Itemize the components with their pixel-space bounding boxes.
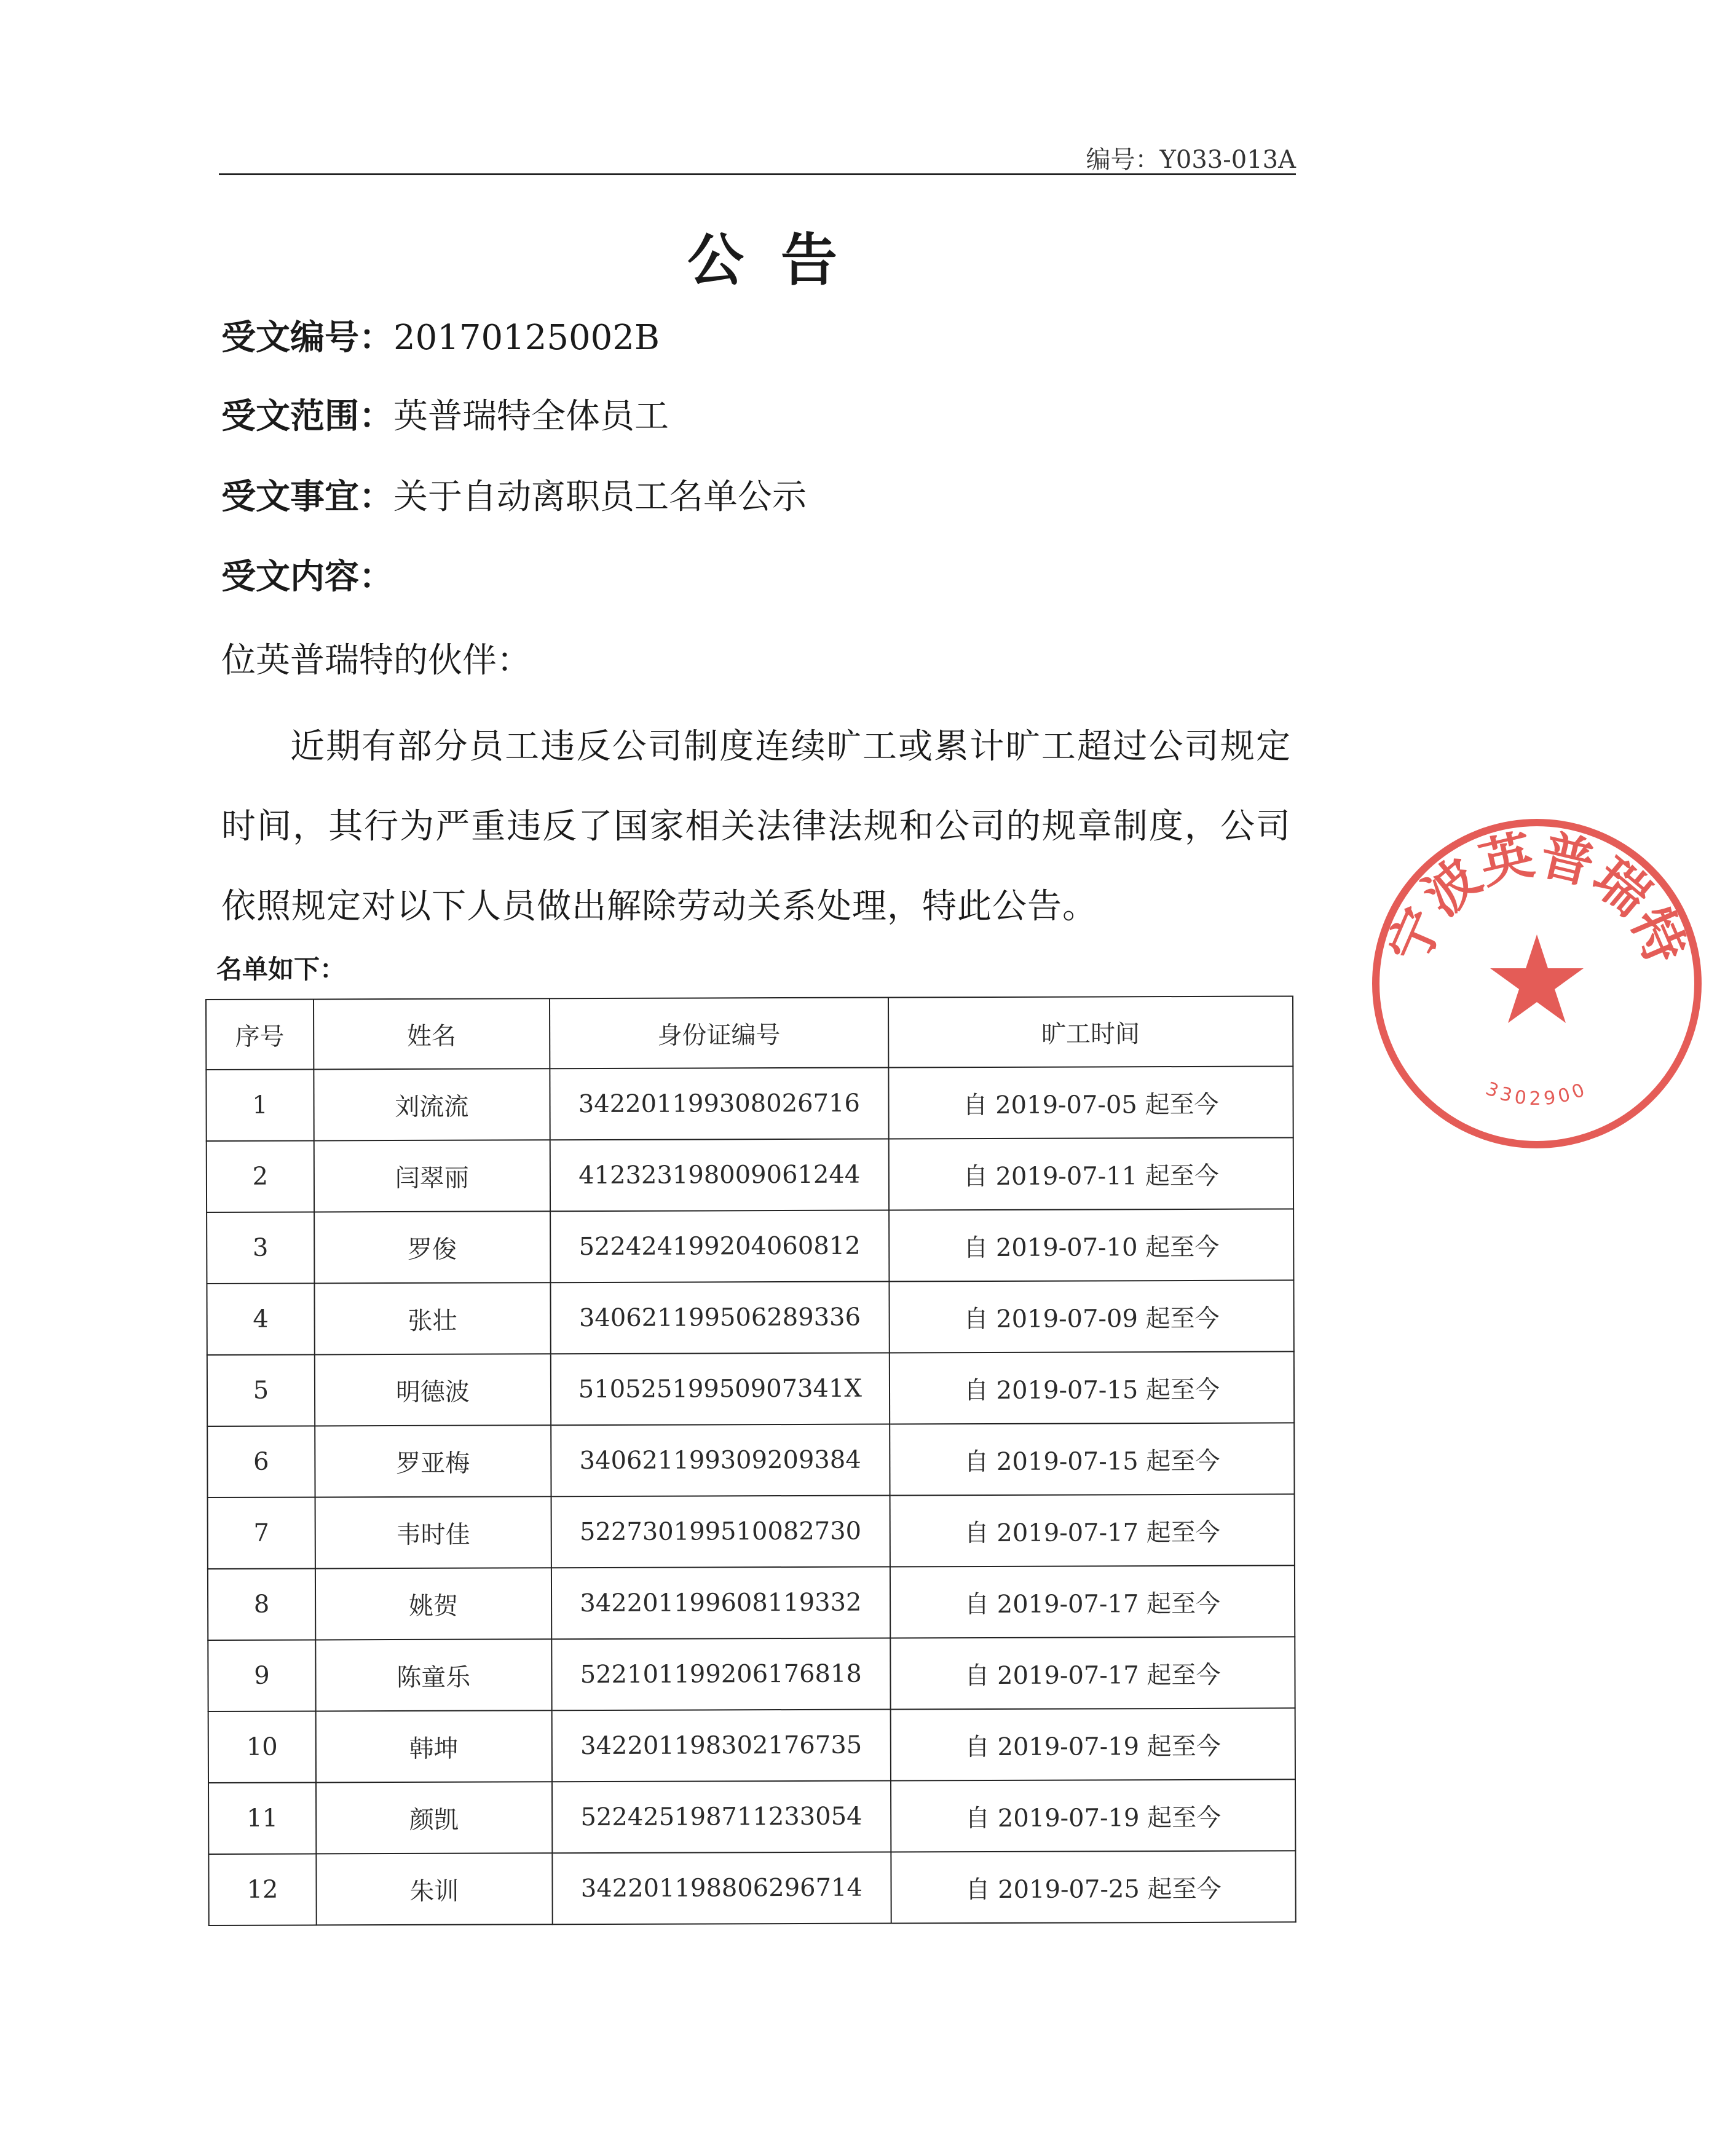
cell-number: 4 [207, 1283, 314, 1355]
cell-absence-time: 自 2019-07-17 起至今 [890, 1565, 1295, 1638]
page-title: 公告 [687, 227, 874, 293]
field-value: 关于自动离职员工名单公示 [393, 477, 807, 517]
cell-name: 颜凯 [316, 1782, 552, 1854]
table-row [208, 1850, 1295, 1925]
company-seal [1365, 811, 1709, 1156]
cell-id-number: 51052519950907341X [551, 1353, 890, 1426]
cell-number: 6 [207, 1426, 315, 1498]
cell-absence-time: 自 2019-07-25 起至今 [891, 1850, 1295, 1923]
table-row [207, 1280, 1293, 1355]
cell-id-number: 522424199204060812 [550, 1210, 890, 1283]
cell-id-number: 412323198009061244 [550, 1139, 889, 1212]
table-row [207, 1137, 1293, 1212]
field-label: 受文事宜： [221, 477, 393, 517]
cell-id-number: 522425198711233054 [552, 1781, 891, 1854]
cell-absence-time: 自 2019-07-11 起至今 [889, 1137, 1293, 1210]
table-row [208, 1494, 1295, 1569]
cell-number: 3 [207, 1212, 314, 1284]
cell-id-number: 342201199608119332 [551, 1567, 891, 1640]
field-value: 英普瑞特全体员工 [393, 397, 669, 436]
cell-name: 陈童乐 [315, 1639, 551, 1711]
cell-name: 罗俊 [314, 1211, 550, 1283]
cell-name: 闫翠丽 [314, 1140, 550, 1212]
field-value: 20170125002B [393, 318, 660, 358]
cell-name: 韩坤 [316, 1710, 552, 1782]
seal-code: 3302900 [1482, 1078, 1592, 1110]
list-heading: 名单如下： [216, 954, 346, 984]
cell-absence-time: 自 2019-07-15 起至今 [890, 1351, 1294, 1424]
cell-absence-time: 自 2019-07-15 起至今 [890, 1423, 1294, 1495]
field-subject [221, 470, 807, 519]
table-row [207, 1209, 1293, 1284]
employee-table [205, 995, 1297, 1926]
cell-number: 7 [208, 1497, 315, 1569]
field-label: 受文范围： [221, 397, 393, 436]
header-cell-number: 序号 [206, 999, 314, 1070]
cell-absence-time: 自 2019-07-09 起至今 [889, 1280, 1293, 1352]
cell-number: 10 [208, 1711, 316, 1783]
cell-name: 姚贺 [315, 1568, 551, 1640]
table-row [207, 1351, 1294, 1426]
header-cell-name: 姓名 [314, 998, 550, 1069]
cell-number: 1 [206, 1069, 314, 1141]
cell-absence-time: 自 2019-07-19 起至今 [891, 1708, 1295, 1780]
seal-star-icon [1490, 934, 1584, 1023]
field-label: 受文内容： [221, 557, 393, 597]
cell-name: 罗亚梅 [315, 1425, 551, 1497]
cell-name: 韦时佳 [315, 1496, 551, 1568]
cell-id-number: 522730199510082730 [551, 1496, 890, 1568]
table-row [208, 1637, 1295, 1712]
table-row [208, 1565, 1295, 1640]
cell-number: 9 [208, 1640, 315, 1712]
cell-name: 朱训 [316, 1853, 552, 1925]
cell-number: 12 [208, 1854, 316, 1925]
cell-id-number: 342201198302176735 [551, 1710, 891, 1782]
cell-number: 5 [207, 1354, 315, 1426]
cell-number: 2 [207, 1140, 314, 1212]
header-cell-id: 身份证编号 [550, 998, 889, 1069]
cell-id-number: 340621199506289336 [550, 1282, 890, 1354]
cell-absence-time: 自 2019-07-10 起至今 [889, 1209, 1293, 1281]
cell-absence-time: 自 2019-07-19 起至今 [891, 1779, 1295, 1852]
cell-id-number: 342201198806296714 [552, 1852, 891, 1925]
table-header-row [206, 996, 1293, 1070]
cell-id-number: 342201199308026716 [550, 1068, 889, 1140]
table-row [206, 1066, 1293, 1141]
field-scope [221, 389, 669, 438]
cell-id-number: 340621199309209384 [551, 1424, 890, 1497]
announcement-body: 近期有部分员工违反公司制度连续旷工或累计旷工超过公司规定时间，其行为严重违反了国家相关法律法规和公司的规章制度，公司依照规定对以下人员做出解除劳动关系处理，特此公告。 [221, 727, 1291, 926]
cell-absence-time: 自 2019-07-17 起至今 [890, 1637, 1295, 1709]
cell-name: 张壮 [314, 1282, 550, 1354]
seal-text: 宁波英普瑞特 [1377, 824, 1697, 973]
cell-name: 刘流流 [314, 1068, 550, 1140]
document-number: 编号：Y033-013A [1086, 146, 1296, 174]
table-row [208, 1779, 1295, 1854]
cell-id-number: 522101199206176818 [551, 1638, 891, 1711]
cell-absence-time: 自 2019-07-17 起至今 [890, 1494, 1294, 1566]
cell-absence-time: 自 2019-07-05 起至今 [888, 1066, 1293, 1139]
cell-number: 8 [208, 1568, 315, 1640]
field-label: 受文编号： [221, 318, 393, 358]
cell-number: 11 [208, 1782, 316, 1854]
cell-name: 明德波 [315, 1354, 551, 1426]
table-body [206, 1066, 1295, 1925]
header-divider [219, 173, 1296, 175]
field-content [221, 550, 393, 599]
greeting: 位英普瑞特的伙伴： [221, 641, 531, 681]
header-cell-absence: 旷工时间 [888, 996, 1293, 1067]
table-row [208, 1708, 1295, 1783]
table-row [207, 1423, 1294, 1498]
field-doc-no [221, 310, 660, 360]
